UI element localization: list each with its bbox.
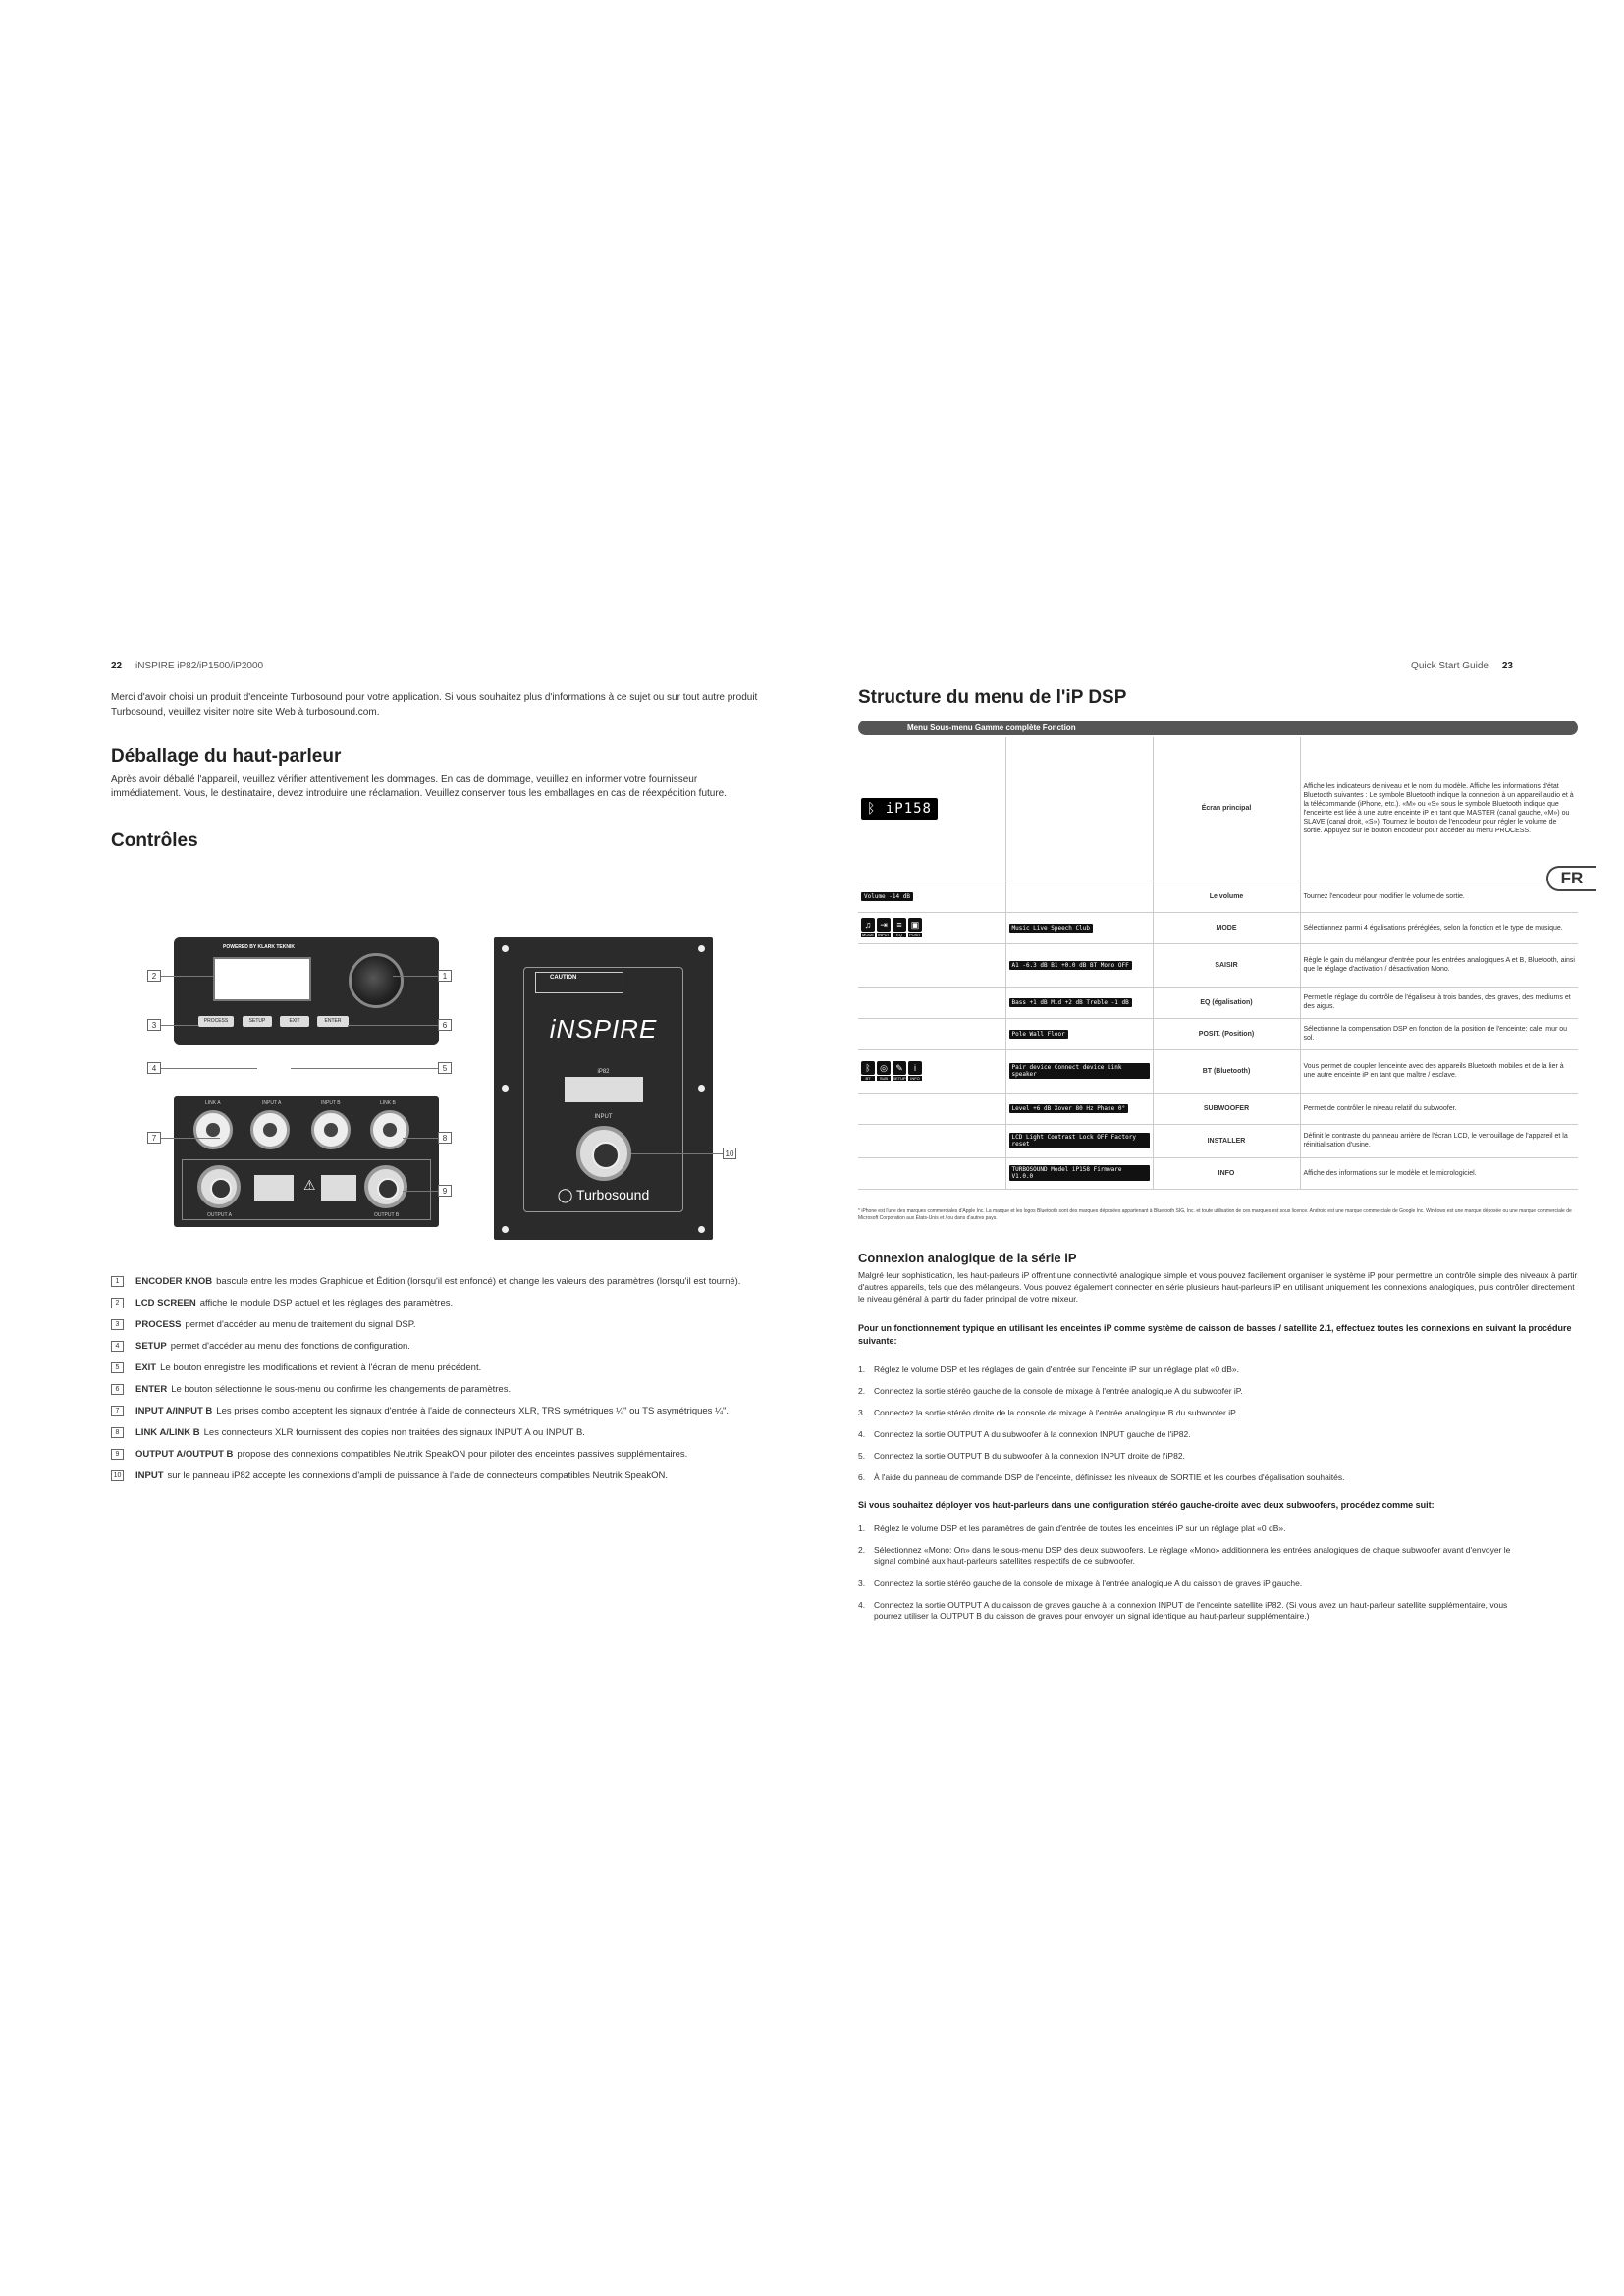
- menu-cell: [858, 912, 1005, 943]
- mode-lcd: Music Live Speech Club: [1009, 924, 1093, 933]
- legend-item: [111, 1341, 410, 1352]
- function-text: Tournez l'encodeur pour modifier le volume de sortie.: [1300, 881, 1578, 912]
- legend-number: 3: [111, 1319, 124, 1330]
- list-item: [858, 1545, 1526, 1567]
- screw: [502, 1085, 509, 1092]
- posit-icon[interactable]: ▣: [908, 918, 922, 932]
- process-icons: [861, 918, 1002, 932]
- legend-item: [111, 1319, 416, 1330]
- legend-number: 2: [111, 1298, 124, 1308]
- right-header: [1411, 661, 1513, 671]
- turbosound-text: Turbosound: [576, 1187, 650, 1202]
- table-row: [858, 881, 1578, 912]
- menu-cell: [858, 737, 1005, 881]
- list-item: [858, 1451, 1526, 1462]
- leader-line: [161, 1025, 198, 1026]
- legend-key: ENTER: [135, 1384, 168, 1395]
- info-lcd: TURBOSOUND Model iP158 Firmware V1.0.0: [1009, 1165, 1150, 1181]
- legend-text: permet d'accéder au menu des fonctions de configuration.: [170, 1341, 410, 1352]
- function-text: Affiche des informations sur le modèle et le micrologiciel.: [1300, 1157, 1578, 1189]
- step-text: Connectez la sortie stéréo droite de la console de mixage à l'entrée analogique B du subwoofer iP.: [874, 1408, 1238, 1417]
- function-text: Définit le contraste du panneau arrière de l'écran LCD, le verrouillage de l'appareil et la réinitialisation d'usine.: [1300, 1124, 1578, 1157]
- submenu-cell: [1005, 1157, 1153, 1189]
- legend-text: propose des connexions compatibles Neutrik SpeakON pour piloter des enceintes passives supplémentaires.: [237, 1449, 688, 1460]
- step-text: Connectez la sortie stéréo gauche de la console de mixage à l'entrée analogique A du caisson de graves iP gauche.: [874, 1578, 1303, 1588]
- intro-paragraph: Merci d'avoir choisi un produit d'enceinte Turbosound pour votre application. Si vous souhaitez plus d'informations à ce sujet ou sur tout autre produit Turbosound, veuillez visiter notre site Web à turbosound.com.: [111, 692, 758, 718]
- screw: [698, 1085, 705, 1092]
- input-b-label: INPUT B: [321, 1100, 341, 1106]
- left-header: [111, 661, 263, 671]
- output-b-label: OUTPUT B: [374, 1212, 400, 1218]
- step-text: Réglez le volume DSP et les paramètres de gain d'entrée de toutes les enceintes iP sur un réglage plat «0 dB».: [874, 1523, 1286, 1533]
- main-lcd: ᛒ iP158: [861, 798, 938, 820]
- eq-icon[interactable]: ≡: [893, 918, 906, 932]
- legend-item: [111, 1406, 729, 1416]
- list-item: [858, 1429, 1526, 1440]
- step-text: Connectez la sortie OUTPUT A du caisson de graves gauche à la connexion INPUT de l'enceinte satellite iP82. (Si vous avez un haut-parleur satellite supplémentaire, vous pourrez utiliser la OUTPUT B du caisson de graves pour envoyer un signal identique au haut-parleur supplémentaire.): [874, 1600, 1508, 1621]
- setup-button[interactable]: SETUP: [243, 1016, 272, 1027]
- language-tab: FR: [1546, 866, 1596, 891]
- legend-text: Le bouton enregistre les modifications et revient à l'écran de menu précédent.: [160, 1362, 482, 1373]
- leader-line: [161, 1068, 257, 1069]
- screw: [502, 1226, 509, 1233]
- table-row: [858, 987, 1578, 1018]
- right-page: [812, 0, 1624, 2296]
- list-item: [858, 1523, 1526, 1534]
- list-item: [858, 1408, 1526, 1418]
- main-lcd-text: iP158: [885, 800, 932, 817]
- submenu-cell: [1005, 1093, 1153, 1124]
- table-row: [858, 1124, 1578, 1157]
- callout-2: 2: [147, 970, 161, 982]
- leader-line: [393, 976, 438, 977]
- icon-label: MODE: [862, 933, 874, 937]
- list-item: [858, 1364, 1526, 1375]
- icon-label: INFO: [908, 1076, 922, 1081]
- legend-text: Le bouton sélectionne le sous-menu ou confirme les changements de paramètres.: [171, 1384, 512, 1395]
- menu-cell: [858, 987, 1005, 1018]
- callout-1: 1: [438, 970, 452, 982]
- link-b-connector[interactable]: [370, 1110, 409, 1149]
- step-number: 2.: [858, 1386, 866, 1396]
- wiring-table: [565, 1077, 643, 1102]
- step-number: 1.: [858, 1364, 866, 1374]
- link-a-label: LINK A: [205, 1100, 221, 1106]
- menu-cell: [858, 881, 1005, 912]
- encoder-knob[interactable]: [349, 953, 404, 1008]
- leader-line: [291, 1068, 438, 1069]
- setup-icon-labels: [861, 1076, 1002, 1081]
- callout-7: 7: [147, 1132, 161, 1144]
- unpack-heading: Déballage du haut-parleur: [111, 746, 342, 767]
- icon-label: BT: [861, 1076, 875, 1081]
- leader-line: [348, 1025, 438, 1026]
- legend-key: EXIT: [135, 1362, 157, 1373]
- enter-button[interactable]: ENTER: [317, 1016, 349, 1027]
- step-number: 3.: [858, 1578, 866, 1588]
- legend-key: SETUP: [135, 1341, 167, 1352]
- screw: [698, 945, 705, 952]
- submenu-cell: [1005, 1124, 1153, 1157]
- function-text: Sélectionne la compensation DSP en fonction de la position de l'enceinte: cale, mur ou sol.: [1300, 1018, 1578, 1049]
- step-text: Connectez la sortie stéréo gauche de la console de mixage à l'entrée analogique A du subwoofer iP.: [874, 1386, 1243, 1396]
- legend-item: [111, 1427, 585, 1438]
- link-a-connector[interactable]: [193, 1110, 233, 1149]
- legend-text: permet d'accéder au menu de traitement du signal DSP.: [185, 1319, 416, 1330]
- submenu-cell: [1005, 1049, 1153, 1093]
- page-number: 23: [1501, 661, 1513, 671]
- analog-connection-intro: Malgré leur sophistication, les haut-parleurs iP offrent une connectivité analogique simple et vous pouvez facilement organiser le système iP pour permettre un contrôle simple des niveaux à partir d'autres appareils, tels que des mélangeurs. Vous pouvez également connecter en série plusieurs haut-parleurs iP en utilisant uniquement les connexions analogiques, puis contrôler directement le niveau général à partir du fader principal de votre mixeur.: [858, 1270, 1578, 1304]
- guide-name: Quick Start Guide: [1411, 661, 1489, 671]
- exit-button[interactable]: EXIT: [280, 1016, 309, 1027]
- control-panel-top: [174, 937, 439, 1045]
- input-a-connector[interactable]: [250, 1110, 290, 1149]
- legend-number: 9: [111, 1449, 124, 1460]
- mode-icon[interactable]: ♫: [861, 918, 875, 932]
- submenu-label: MODE: [1153, 912, 1300, 943]
- leader-line: [403, 1138, 438, 1139]
- callout-9: 9: [438, 1185, 452, 1197]
- function-text: Sélectionnez parmi 4 égalisations préréglées, selon la fonction et le type de musique.: [1300, 912, 1578, 943]
- legend-number: 10: [111, 1470, 124, 1481]
- warning-label: [254, 1175, 294, 1201]
- submenu-label: POSIT. (Position): [1153, 1018, 1300, 1049]
- powered-by-label: POWERED BY KLARK TEKNIK: [223, 944, 295, 950]
- function-text: Affiche les indicateurs de niveau et le nom du modèle. Affiche les informations d'état Bluetooth suivantes : Le symbole Bluetooth indique la connexion à un appareil audio et à la télécommande (iPhone, etc.). «M» ou «S» sous le symbole Bluetooth indique que l'enceinte est liée à une autre enceinte iP en tant que MASTER (canal gauche, «M») ou SLAVE (canal droit, «S»). Tournez le bouton de l'encodeur pour régler le volume de sortie. Appuyez sur le bouton encodeur pour accéder au menu PROCESS.: [1300, 737, 1578, 881]
- step-text: Réglez le volume DSP et les réglages de gain d'entrée sur l'enceinte iP sur un réglage plat «0 dB».: [874, 1364, 1239, 1374]
- output-b-connector[interactable]: [364, 1165, 407, 1208]
- step-number: 3.: [858, 1408, 866, 1417]
- step-number: 5.: [858, 1451, 866, 1461]
- spec-label: [321, 1175, 356, 1201]
- ip82-rear-panel: [494, 937, 713, 1240]
- connector-panel: [174, 1096, 439, 1227]
- legend-key: LINK A/LINK B: [135, 1427, 200, 1438]
- submenu-label: Écran principal: [1153, 737, 1300, 881]
- function-text: Règle le gain du mélangeur d'entrée pour les entrées analogiques A et B, Bluetooth, ainsi que le réglage d'activation / désactivation Mono.: [1300, 943, 1578, 987]
- step-number: 1.: [858, 1523, 866, 1533]
- leader-line: [161, 976, 215, 977]
- subwoofer-lcd: Level +6 dB Xover 80 Hz Phase 0°: [1009, 1104, 1129, 1113]
- input-icon[interactable]: ⇥: [877, 918, 891, 932]
- legend-text: sur le panneau iP82 accepte les connexions d'ampli de puissance à l'aide de connecteurs compatibles Neutrik SpeakON.: [167, 1470, 669, 1481]
- menu-cell: [858, 1157, 1005, 1189]
- callout-4: 4: [147, 1062, 161, 1074]
- list-item: [858, 1578, 1526, 1589]
- submenu-cell: [1005, 881, 1153, 912]
- table-row: [858, 912, 1578, 943]
- step-text: Connectez la sortie OUTPUT B du subwoofer à la connexion INPUT droite de l'iP82.: [874, 1451, 1185, 1461]
- legend-text: bascule entre les modes Graphique et Édition (lorsqu'il est enfoncé) et change les valeurs des paramètres (lorsqu'il est tourné).: [216, 1276, 741, 1287]
- input-a-label: INPUT A: [262, 1100, 282, 1106]
- page-number: 22: [111, 661, 123, 671]
- submenu-label: SAISIR: [1153, 943, 1300, 987]
- warning-icon: ⚠: [303, 1177, 316, 1193]
- table-row: [858, 1018, 1578, 1049]
- table-row: [858, 1093, 1578, 1124]
- step-text: Sélectionnez «Mono: On» dans le sous-menu DSP des deux subwoofers. Le réglage «Mono» additionnera les entrées analogiques de chaque subwoofer avant d'envoyer le signal combiné aux haut-parleurs satellites respectifs de ce subwoofer.: [874, 1545, 1511, 1566]
- icon-label: INPUT: [878, 933, 890, 937]
- legend-item: [111, 1384, 511, 1395]
- submenu-cell: [1005, 1018, 1153, 1049]
- legend-item: [111, 1298, 453, 1308]
- input-b-connector[interactable]: [311, 1110, 351, 1149]
- legend-number: 1: [111, 1276, 124, 1287]
- procedure-1-title: Pour un fonctionnement typique en utilisant les enceintes iP comme système de caisson de basses / satellite 2.1, effectuez toutes les connexions en suivant la procédure suivante:: [858, 1323, 1572, 1346]
- submenu-label: BT (Bluetooth): [1153, 1049, 1300, 1093]
- input-lcd: A1 -6.3 dB B1 +0.0 dB BT Mono OFF: [1009, 961, 1132, 970]
- legend-text: Les connecteurs XLR fournissent des copies non traitées des signaux INPUT A ou INPUT B.: [203, 1427, 585, 1438]
- leader-line: [403, 1191, 438, 1192]
- process-icon-labels: [861, 933, 1002, 937]
- legend-key: ENCODER KNOB: [135, 1276, 213, 1287]
- ip82-input-connector[interactable]: [576, 1126, 631, 1181]
- inspire-logo: iNSPIRE: [549, 1014, 658, 1043]
- submenu-cell: [1005, 912, 1153, 943]
- submenu-label: EQ (égalisation): [1153, 987, 1300, 1018]
- legend-text: Les prises combo acceptent les signaux d'entrée à l'aide de connecteurs XLR, TRS symétriques ¼" ou TS asymétriques ¼".: [216, 1406, 730, 1416]
- legend-number: 4: [111, 1341, 124, 1352]
- position-lcd: Pole Wall Floor: [1009, 1030, 1068, 1039]
- menu-structure-table: [858, 737, 1578, 1190]
- callout-10: 10: [723, 1148, 736, 1159]
- callout-3: 3: [147, 1019, 161, 1031]
- step-number: 4.: [858, 1429, 866, 1439]
- legend-number: 6: [111, 1384, 124, 1395]
- step-number: 2.: [858, 1545, 866, 1555]
- list-item: [858, 1386, 1526, 1397]
- submenu-label: INFO: [1153, 1157, 1300, 1189]
- legend-key: LCD SCREEN: [135, 1298, 196, 1308]
- legend-number: 7: [111, 1406, 124, 1416]
- icon-label: SUB: [877, 1076, 891, 1081]
- installer-lcd: LCD Light Contrast Lock OFF Factory reset: [1009, 1133, 1150, 1148]
- function-text: Vous permet de coupler l'enceinte avec des appareils Bluetooth mobiles et de la lier à une autre enceinte iP en tant que maître / esclave.: [1300, 1049, 1578, 1093]
- legend-key: INPUT: [135, 1470, 164, 1481]
- unpack-paragraph: Après avoir déballé l'appareil, veuillez vérifier attentivement les dommages. En cas de dommage, veuillez en informer votre fournisseur immédiatement. Vous, le destinataire, devez introduire une réclamation. Veuillez conserver tous les emballages en cas de réexpédition future.: [111, 774, 728, 799]
- function-text: Permet le réglage du contrôle de l'égaliseur à trois bandes, des graves, des médiums et des aigus.: [1300, 987, 1578, 1018]
- leader-line: [631, 1153, 723, 1154]
- screw: [502, 945, 509, 952]
- legend-item: [111, 1276, 740, 1287]
- screw: [698, 1226, 705, 1233]
- bluetooth-icon[interactable]: ᛒ: [861, 1061, 875, 1075]
- submenu-cell: [1005, 987, 1153, 1018]
- legend-item: [111, 1449, 687, 1460]
- bluetooth-lcd: Pair device Connect device Link speaker: [1009, 1063, 1150, 1079]
- legend-number: 8: [111, 1427, 124, 1438]
- controls-heading: Contrôles: [111, 830, 198, 851]
- menu-cell: [858, 1018, 1005, 1049]
- legend-item: [111, 1470, 668, 1481]
- icon-label: POSIT: [908, 933, 921, 937]
- procedure-2-title: Si vous souhaitez déployer vos haut-parleurs dans une configuration stéréo gauche-droite avec deux subwoofers, procédez comme suit:: [858, 1500, 1435, 1510]
- link-b-label: LINK B: [380, 1100, 396, 1106]
- menu-cell: [858, 943, 1005, 987]
- submenu-cell: [1005, 737, 1153, 881]
- legend-key: INPUT A/INPUT B: [135, 1406, 213, 1416]
- step-number: 4.: [858, 1600, 866, 1610]
- setup-icon[interactable]: ✎: [893, 1061, 906, 1075]
- icon-label: EQ: [893, 933, 906, 937]
- callout-8: 8: [438, 1132, 452, 1144]
- menu-cell: [858, 1049, 1005, 1093]
- submenu-label: INSTALLER: [1153, 1124, 1300, 1157]
- legend-item: [111, 1362, 481, 1373]
- legend-key: PROCESS: [135, 1319, 182, 1330]
- model-label: iP82: [597, 1069, 610, 1075]
- input-label: INPUT: [594, 1114, 613, 1120]
- product-name: iNSPIRE iP82/iP1500/iP2000: [135, 661, 264, 671]
- icon-label: SETUP: [893, 1076, 906, 1081]
- table-row: [858, 1049, 1578, 1093]
- table-row: [858, 1157, 1578, 1189]
- setup-icons: [861, 1061, 1002, 1075]
- submenu-cell: [1005, 943, 1153, 987]
- menu-cell: [858, 1124, 1005, 1157]
- eq-lcd: Bass +1 dB Mid +2 dB Treble -1 dB: [1009, 998, 1132, 1007]
- submenu-label: SUBWOOFER: [1153, 1093, 1300, 1124]
- list-item: [858, 1472, 1526, 1483]
- caution-label: CAUTION: [535, 972, 623, 993]
- menu-table-header: Menu Sous-menu Gamme complète Fonction: [858, 721, 1578, 735]
- step-text: À l'aide du panneau de commande DSP de l'enceinte, définissez les niveaux de SORTIE et les courbes d'égalisation souhaités.: [874, 1472, 1345, 1482]
- callout-5: 5: [438, 1062, 452, 1074]
- trademark-footnote: * iPhone est l'une des marques commerciales d'Apple Inc. La marque et les logos Bluetooth sont des marques déposées appartenant à Bluetooth SIG, Inc. et toute utilisation de ces marques est sous licence. Android est une marque commerciale de Google Inc. Windows est une marque déposée ou une marque commerciale de Microsoft Corporation aux États-Unis et / ou dans d'autres pays.: [858, 1208, 1572, 1221]
- lcd-screen: [213, 957, 311, 1001]
- analog-connection-heading: Connexion analogique de la série iP: [858, 1251, 1077, 1265]
- info-icon[interactable]: i: [908, 1061, 922, 1075]
- subwoofer-icon[interactable]: ◎: [877, 1061, 891, 1075]
- output-a-connector[interactable]: [197, 1165, 241, 1208]
- submenu-label: Le volume: [1153, 881, 1300, 912]
- volume-lcd: Volume -14 dB: [861, 892, 913, 901]
- legend-text: affiche le module DSP actuel et les réglages des paramètres.: [199, 1298, 454, 1308]
- legend-number: 5: [111, 1362, 124, 1373]
- menu-cell: [858, 1093, 1005, 1124]
- legend-key: OUTPUT A/OUTPUT B: [135, 1449, 234, 1460]
- turbosound-logo: ◯ Turbosound: [557, 1187, 650, 1202]
- step-number: 6.: [858, 1472, 866, 1482]
- table-row: [858, 737, 1578, 881]
- callout-6: 6: [438, 1019, 452, 1031]
- list-item: [858, 1600, 1526, 1622]
- process-button[interactable]: PROCESS: [198, 1016, 234, 1027]
- menu-structure-heading: Structure du menu de l'iP DSP: [858, 687, 1127, 708]
- table-row: [858, 943, 1578, 987]
- step-text: Connectez la sortie OUTPUT A du subwoofer à la connexion INPUT gauche de l'iP82.: [874, 1429, 1191, 1439]
- leader-line: [161, 1138, 220, 1139]
- function-text: Permet de contrôler le niveau relatif du subwoofer.: [1300, 1093, 1578, 1124]
- output-a-label: OUTPUT A: [207, 1212, 232, 1218]
